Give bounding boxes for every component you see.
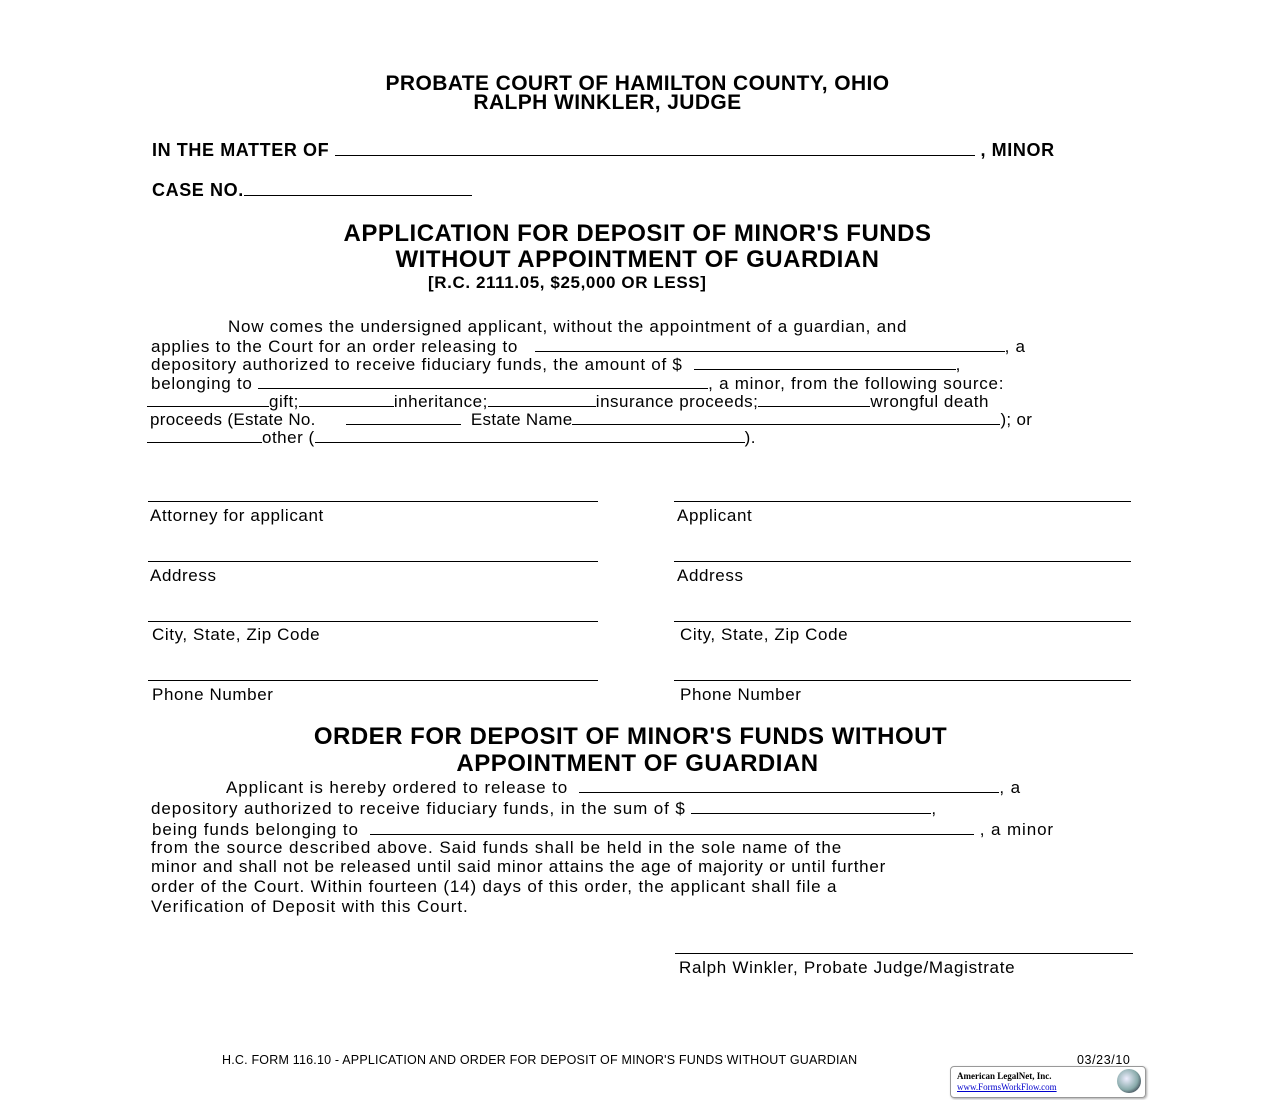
american-legalnet-logo[interactable] [950, 1066, 1146, 1098]
text: Estate Name [470, 410, 573, 429]
order-title-1: ORDER FOR DEPOSIT OF MINOR'S FUNDS WITHOUT [313, 723, 948, 750]
applicant-city-line[interactable] [674, 621, 1131, 622]
text: gift; [269, 392, 299, 411]
text: , a [999, 778, 1021, 797]
minor-name-field[interactable] [335, 140, 975, 156]
attorney-address-label: Address [150, 566, 217, 585]
order-line-1 [226, 777, 1021, 798]
text: , a minor [979, 820, 1054, 839]
text: ); or [1000, 410, 1033, 429]
case-number-field[interactable] [244, 180, 472, 196]
applicant-phone-label: Phone Number [680, 685, 802, 704]
form-footer: H.C. FORM 116.10 - APPLICATION AND ORDER FOR DEPOSIT OF MINOR'S FUNDS WITHOUT GUARDIAN [222, 1053, 858, 1067]
application-title-1: APPLICATION FOR DEPOSIT OF MINOR'S FUNDS [343, 220, 932, 247]
text: inheritance; [393, 392, 488, 411]
depository-field[interactable] [535, 336, 1005, 352]
attorney-label: Attorney for applicant [150, 506, 324, 525]
other-description-field[interactable] [315, 427, 745, 443]
order-line-5: minor and shall not be released until said minor attains the age of majority or until further [151, 857, 886, 876]
application-line-1: Now comes the undersigned applicant, without the appointment of a guardian, and [228, 317, 908, 336]
form-date: 03/23/10 [1077, 1053, 1131, 1067]
amount-field[interactable] [694, 354, 956, 370]
order-title-2: APPOINTMENT OF GUARDIAN [456, 750, 819, 777]
text: wrongful death [870, 392, 989, 411]
applicant-label: Applicant [677, 506, 753, 525]
judge-label: Ralph Winkler, Probate Judge/Magistrate [679, 958, 1016, 977]
case-line [152, 180, 472, 200]
applicant-address-label: Address [677, 566, 744, 585]
case-label: CASE NO. [152, 180, 244, 200]
text: proceeds (Estate No. [150, 410, 316, 429]
text: , [955, 355, 962, 374]
minor-field[interactable] [258, 373, 708, 389]
application-line-7 [147, 427, 756, 448]
other-field[interactable] [147, 427, 262, 443]
logo-name: American LegalNet, Inc. [957, 1071, 1052, 1081]
attorney-city-label: City, State, Zip Code [152, 625, 321, 644]
order-line-6: order of the Court. Within fourteen (14) days of this order, the applicant shall file a [151, 877, 838, 896]
order-line-7: Verification of Deposit with this Court. [151, 897, 469, 916]
attorney-city-line[interactable] [148, 621, 598, 622]
order-line-4: from the source described above. Said funds shall be held in the sole name of the [151, 838, 843, 857]
text: being funds belonging to [152, 820, 359, 839]
text: , a minor, from the following source: [708, 374, 1005, 393]
order-minor-field[interactable] [370, 819, 974, 835]
text: , a [1004, 337, 1026, 356]
text: other ( [262, 428, 315, 447]
text: , [931, 799, 938, 818]
attorney-phone-label: Phone Number [152, 685, 274, 704]
attorney-phone-line[interactable] [148, 680, 598, 681]
estate-name-field[interactable] [572, 409, 1000, 425]
globe-icon [1117, 1069, 1141, 1093]
matter-line [152, 140, 1055, 160]
estate-number-field[interactable] [346, 409, 461, 425]
text: insurance proceeds; [595, 392, 759, 411]
logo-link[interactable]: www.FormsWorkFlow.com [957, 1082, 1057, 1092]
applicant-phone-line[interactable] [674, 680, 1131, 681]
text: depository authorized to receive fiduciary funds, the amount of $ [151, 355, 683, 374]
statute-reference: [R.C. 2111.05, $25,000 OR LESS] [428, 273, 707, 292]
matter-label: IN THE MATTER OF [152, 140, 330, 160]
order-amount-field[interactable] [691, 798, 931, 814]
application-line-3 [151, 354, 961, 375]
insurance-field[interactable] [488, 391, 596, 407]
judge-signature-line[interactable] [675, 953, 1133, 954]
attorney-address-line[interactable] [148, 561, 598, 562]
judge-name: RALPH WINKLER, JUDGE [473, 91, 742, 114]
application-title-2: WITHOUT APPOINTMENT OF GUARDIAN [395, 246, 880, 273]
text: belonging to [151, 374, 253, 393]
gift-field[interactable] [147, 391, 269, 407]
minor-label: , MINOR [980, 140, 1055, 160]
text: depository authorized to receive fiduciary funds, in the sum of $ [151, 799, 686, 818]
court-name: PROBATE COURT OF HAMILTON COUNTY, OHIO [385, 72, 890, 95]
text: Applicant is hereby ordered to release to [226, 778, 569, 797]
text: applies to the Court for an order releasing to [151, 337, 519, 356]
order-depository-field[interactable] [579, 777, 999, 793]
text: ). [744, 428, 757, 447]
order-line-2 [151, 798, 937, 819]
inheritance-field[interactable] [299, 391, 394, 407]
order-line-3 [152, 819, 1054, 840]
attorney-signature-line[interactable] [148, 501, 598, 502]
applicant-signature-line[interactable] [674, 501, 1131, 502]
applicant-address-line[interactable] [674, 561, 1131, 562]
applicant-city-label: City, State, Zip Code [680, 625, 849, 644]
wrongful-death-field[interactable] [758, 391, 870, 407]
